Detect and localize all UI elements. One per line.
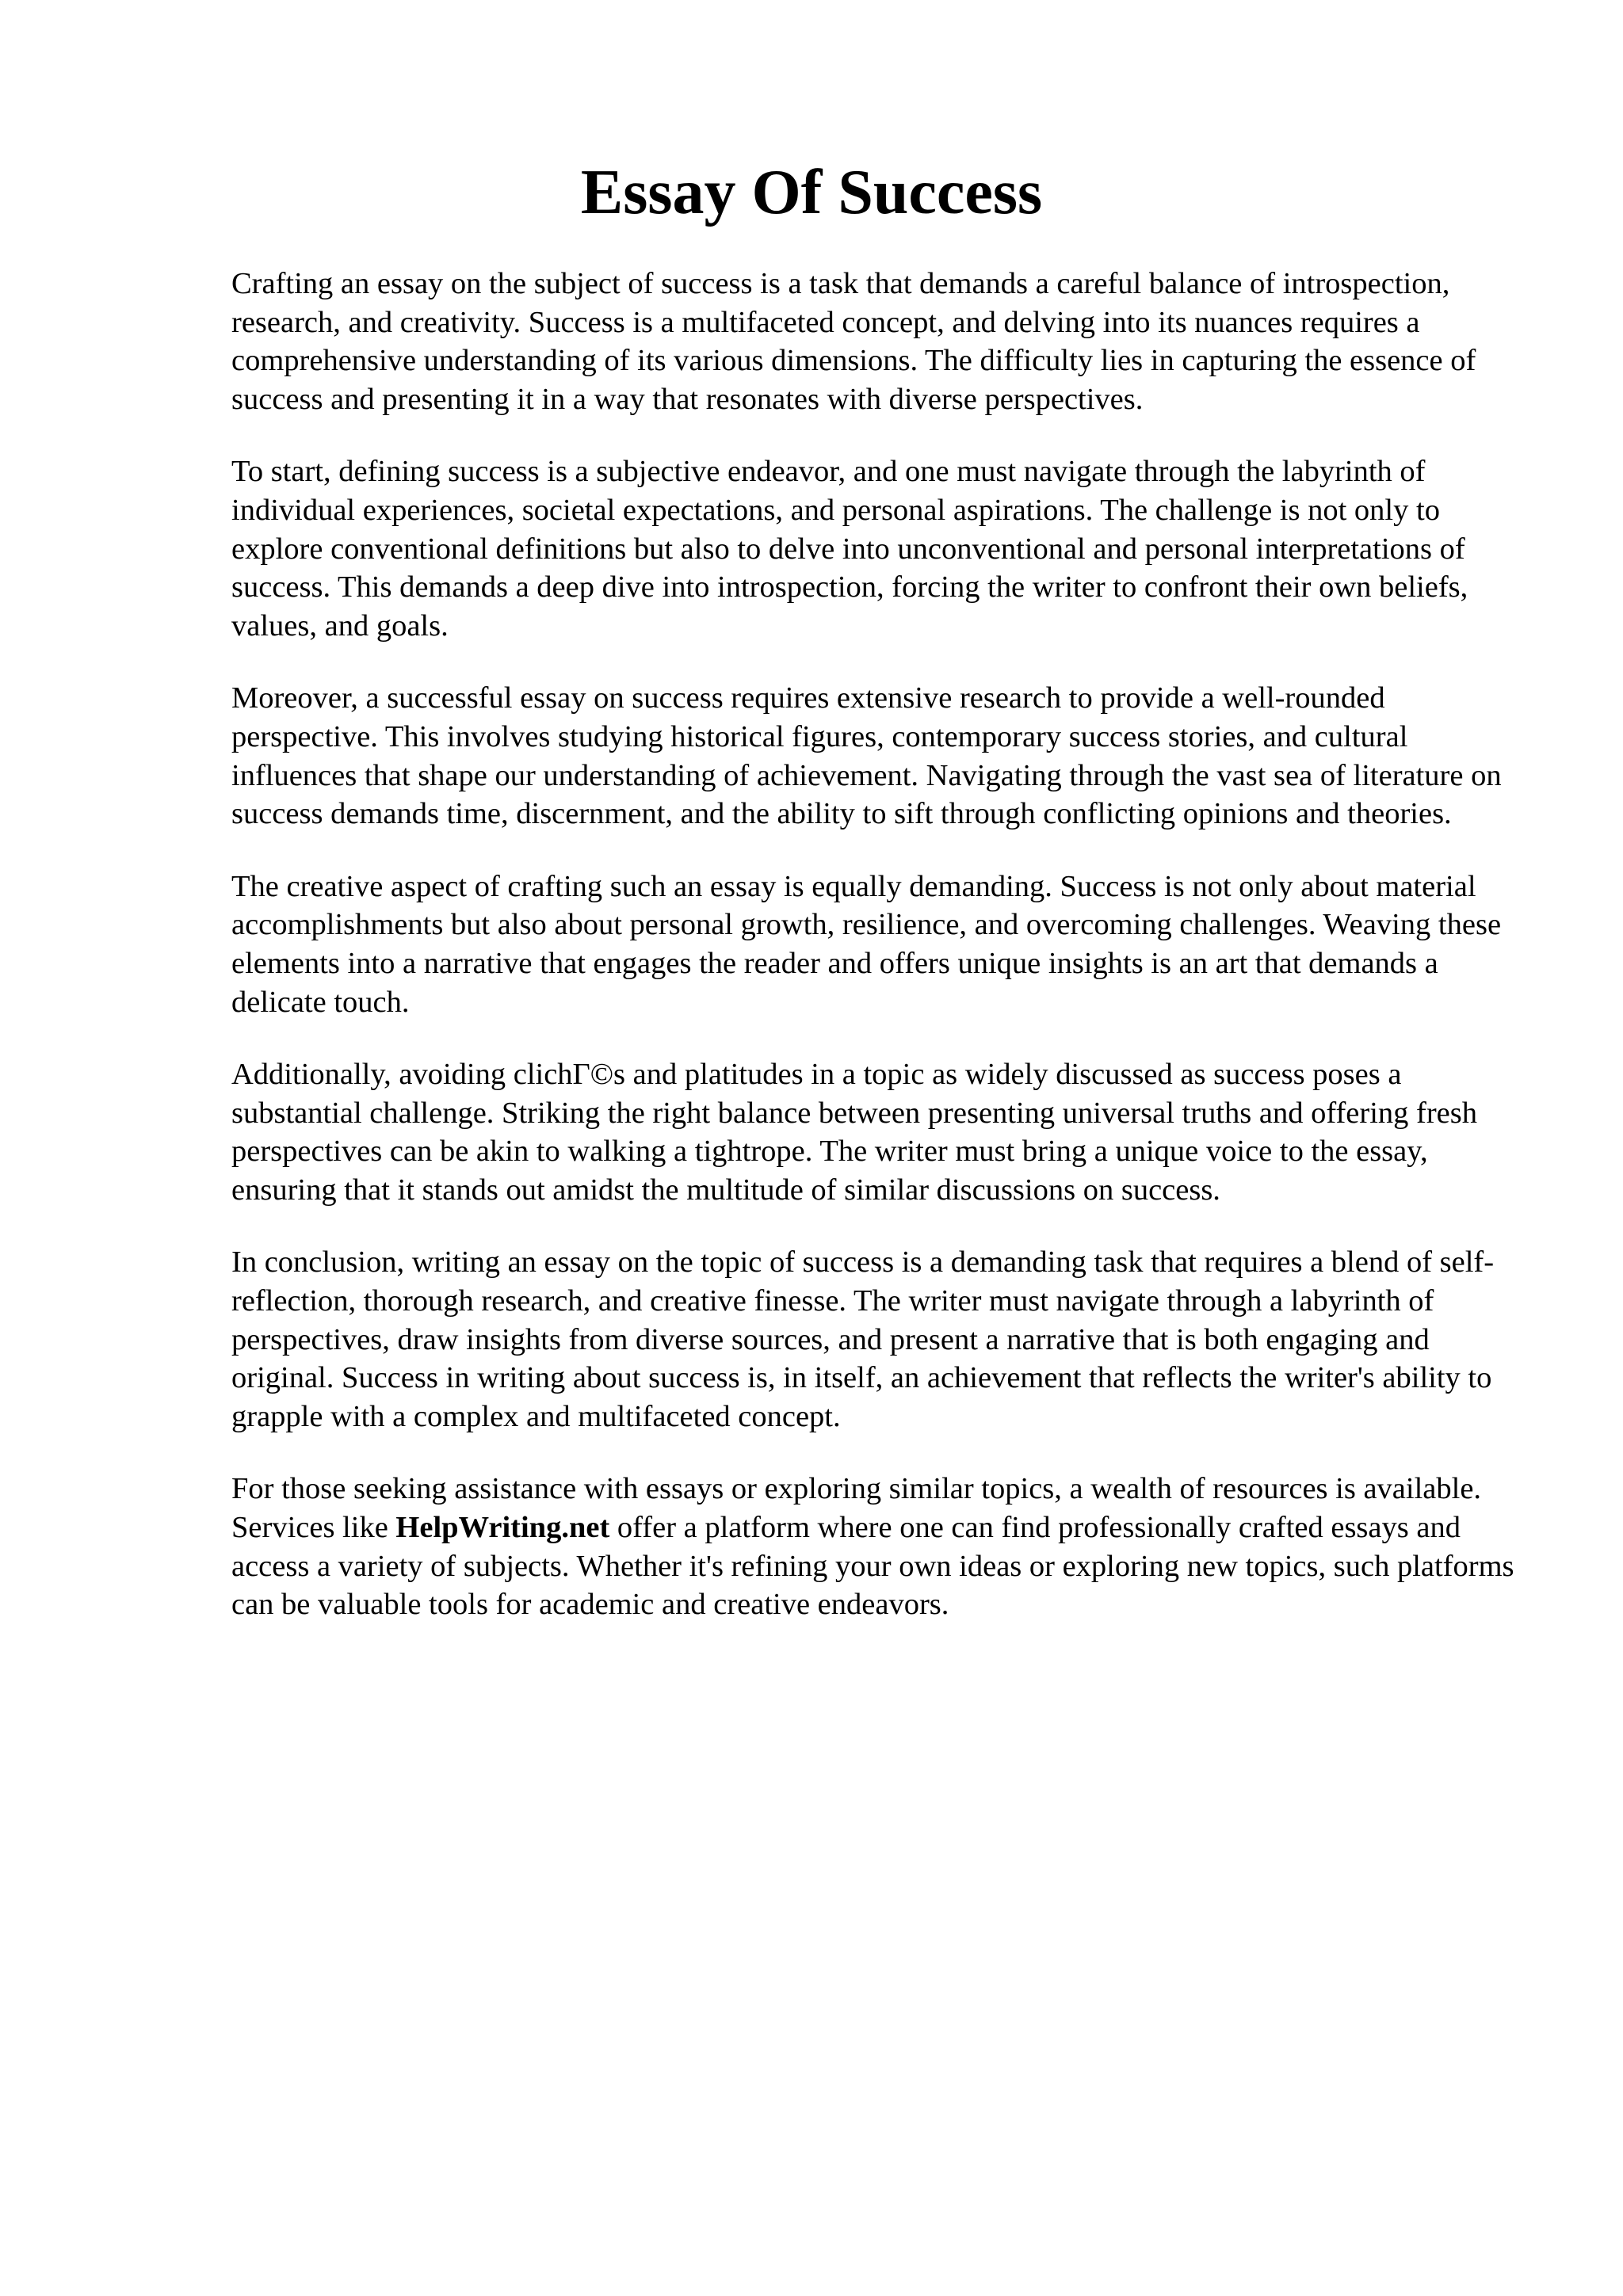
page-title: Essay Of Success bbox=[580, 158, 1043, 227]
paragraph-7-text-before: For those seeking assistance with essays or exploring similar topics, a wealth of resources is available. Services like bbox=[231, 1472, 1482, 1545]
paragraph-2: To start, defining success is a subjective endeavor, and one must navigate through the labyrinth of individual experiences, societal expectations, and personal aspirations. The challenge is not only to explore conventional definitions but also to delve into unconventional and personal interpretations of success. This demands a deep dive into introspection, forcing the writer to confront their own beliefs, values, and goals. bbox=[231, 455, 1468, 643]
paragraph-5: Additionally, avoiding clichГ©s and platitudes in a topic as widely discussed as success poses a substantial challenge. Striking the right balance between presenting universal truths and offering fresh perspectives can be akin to walking a tightrope. The writer must bring a unique voice to the essay, ensuring that it stands out amidst the multitude of similar discussions on success. bbox=[231, 1058, 1477, 1207]
paragraph-3: Moreover, a successful essay on success requires extensive research to provide a well-rounded perspective. This involves studying historical figures, contemporary success stories, and cultural influences that shape our understanding of achievement. Navigating through the vast sea of literature on success demands time, discernment, and the ability to sift through conflicting opinions and theories. bbox=[231, 681, 1502, 831]
paragraph-7 bbox=[231, 1470, 1515, 1623]
paragraph-6: In conclusion, writing an essay on the topic of success is a demanding task that requires a blend of self-reflection, thorough research, and creative finesse. The writer must navigate through a labyrinth of perspectives, draw insights from diverse sources, and present a narrative that is both engaging and original. Success in writing about success is, in itself, an achievement that reflects the writer's ability to grapple with a complex and multifaceted concept. bbox=[231, 1245, 1495, 1433]
paragraph-1: Crafting an essay on the subject of success is a task that demands a careful balance of introspection, research, and creativity. Success is a multifaceted concept, and delving into its nuances requires a comprehensive understanding of its various dimensions. The difficulty lies in capturing the essence of success and presenting it in a way that resonates with diverse perspectives. bbox=[231, 267, 1476, 416]
helpwriting-link[interactable]: HelpWriting.net bbox=[395, 1511, 610, 1545]
paragraph-4: The creative aspect of crafting such an essay is equally demanding. Success is not only about material accomplishments but also about personal growth, resilience, and overcoming challenges. Weaving these elements into a narrative that engages the reader and offers unique insights is an art that demands a delicate touch. bbox=[231, 869, 1502, 1019]
essay-body bbox=[231, 265, 1515, 1658]
paragraph-7-text-after: offer a platform where one can find professionally crafted essays and access a variety of subjects. Whether it's refining your own ideas or exploring new topics, such platforms can be valuable tools for academic and creative endeavors. bbox=[231, 1511, 1514, 1622]
